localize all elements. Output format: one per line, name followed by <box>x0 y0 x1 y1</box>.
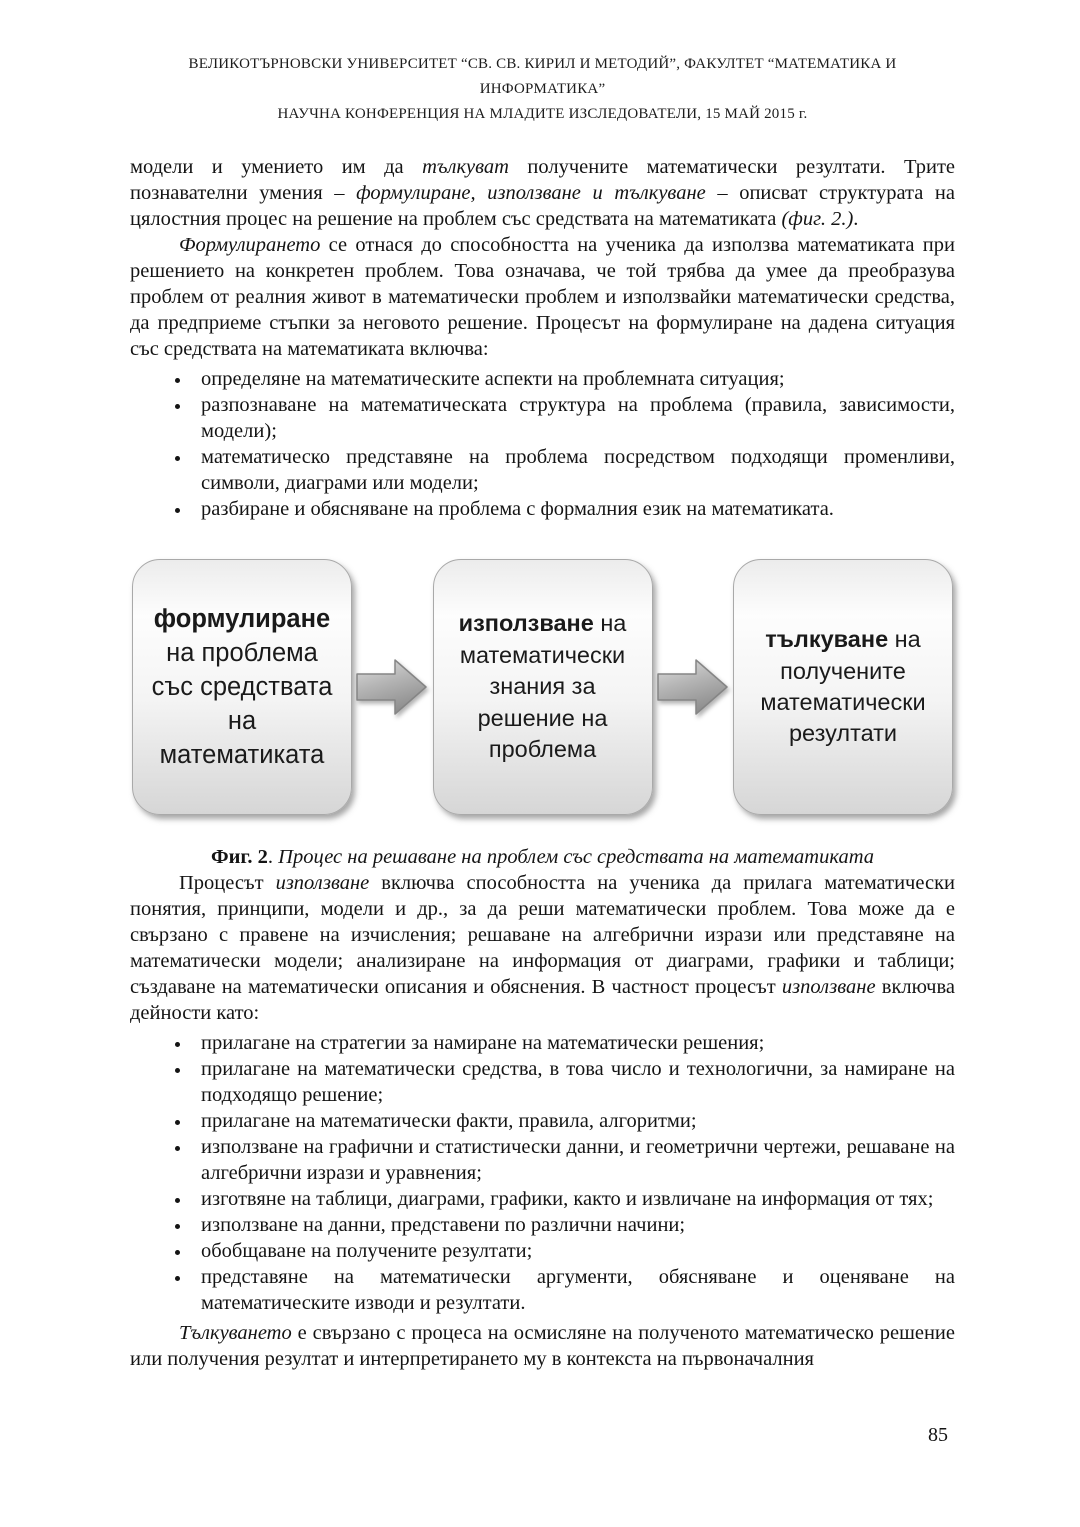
text-segment: Тълкуването <box>179 1322 292 1344</box>
list-item: • прилагане на математически средства, в това число и технологични, за намиране на подходящо решение; <box>192 1056 955 1108</box>
list-item: • използване на данни, представени по различни начини; <box>192 1212 955 1238</box>
text-segment: . <box>853 208 859 230</box>
bullet-list-usage <box>130 1030 955 1316</box>
text-segment: формулиране, използване и тълкуване <box>356 182 706 204</box>
list-item: • разпознаване на математическата структура на проблема (правила, зависимости, модели); <box>192 392 955 444</box>
box-text <box>750 624 936 750</box>
box-keyword: използване <box>458 610 594 637</box>
diagram-box-usage <box>433 559 653 815</box>
box-rest: на математически знания за решение на проблема <box>459 610 627 763</box>
list-item: • изготвяне на таблици, диаграми, графики, както и извличане на информация от тях; <box>192 1186 955 1212</box>
box-keyword: тълкуване <box>765 626 889 653</box>
text-segment: (фиг. 2.) <box>781 208 854 230</box>
figure-caption <box>130 844 955 870</box>
process-diagram <box>132 558 953 816</box>
text-segment: . <box>267 846 279 868</box>
text-segment: Фиг. 2 <box>210 846 268 868</box>
list-item: • определяне на математическите аспекти на проблемната ситуация; <box>192 366 955 392</box>
text-segment: тълкуват <box>422 156 509 178</box>
box-text <box>149 602 335 773</box>
text-segment: модели и умението им да <box>130 156 423 178</box>
paragraph-formulation <box>130 232 955 362</box>
list-item: • прилагане на стратегии за намиране на математически решения; <box>192 1030 955 1056</box>
list-item: • разбиране и обясняване на проблема с формалния език на математиката. <box>192 496 955 522</box>
text-segment: се отнася до способността на ученика да използва математиката при решението на конкретен проблем. Това означава, че той трябва да умее да преобразува проблем от реалния живот в математически проблем и използвайки математически средства, да предприеме стъпки за неговото решение. Процесът на формулиране на дадена ситуация със средствата на математиката включва: <box>130 234 955 360</box>
page-footer <box>928 1424 948 1447</box>
list-item: • използване на графични и статистически данни, и геометрични чертежи, решаване на алгебрични изрази и уравнения; <box>192 1134 955 1186</box>
list-item: • прилагане на математически факти, правила, алгоритми; <box>192 1108 955 1134</box>
list-item: • обобщаване на получените резултати; <box>192 1238 955 1264</box>
text-segment: използване <box>275 872 370 894</box>
text-segment: използване <box>781 976 876 998</box>
text-segment: Формулирането <box>179 234 321 256</box>
header-conference-line: НАУЧНА КОНФЕРЕНЦИЯ НА МЛАДИТЕ ИЗСЛЕДОВАТЕЛИ, 15 МАЙ 2015 г. <box>277 106 808 122</box>
box-keyword: формулиране <box>153 604 331 633</box>
text-segment: включва дейности като: <box>130 976 955 1024</box>
diagram-box-formulation <box>132 559 352 815</box>
page-body <box>130 154 955 1372</box>
text-segment: – описват структурата на цялостния процес на решение на проблем със средствата на математиката <box>130 182 955 230</box>
text-segment: Процес на решаване на проблем със средствата на математиката <box>278 846 874 868</box>
box-rest: на получените математически резултати <box>760 626 926 747</box>
header-university-line: ВЕЛИКОТЪРНОВСКИ УНИВЕРСИТЕТ “СВ. СВ. КИРИЛ И МЕТОДИЙ”, ФАКУЛТЕТ “МАТЕМАТИКА И ИНФОРМАТИКА” <box>188 56 897 97</box>
arrow-right-icon <box>356 657 428 717</box>
text-segment: е свързано с процеса на осмисляне на полученото математическо решение или получения резултат и интерпретирането му в контекста на първоначалния <box>130 1322 955 1370</box>
text-segment: Процесът <box>179 872 276 894</box>
paragraph-intro <box>130 154 955 232</box>
text-segment: получените математически резултати. Трите познавателни умения – <box>130 156 955 204</box>
arrow-right-icon <box>657 657 729 717</box>
list-item: • представяне на математически аргументи, обясняване и оценяване на математическите изводи и резултати. <box>192 1264 955 1316</box>
box-rest: на проблема със средствата на математиката <box>151 638 333 770</box>
paragraph-usage <box>130 870 955 1026</box>
box-text <box>450 608 636 765</box>
diagram-box-interpretation <box>733 559 953 815</box>
list-item: • математическо представяне на проблема посредством подходящи променливи, символи, диаграми или модели; <box>192 444 955 496</box>
bullet-list-formulation <box>130 366 955 522</box>
text-segment: включва способността на ученика да прилага математически понятия, принципи, модели и др., за да реши математически проблем. Това може да е свързано с правене на изчисления; решаване на алгебрични изрази или представяне на математически модели; анализиране на информация от диаграми, графики и таблици; създаване на математически описания и обяснения. В частност процесът <box>130 872 956 998</box>
paragraph-interpretation <box>130 1320 955 1372</box>
page-number: 85 <box>928 1424 948 1446</box>
page-header <box>130 52 955 127</box>
